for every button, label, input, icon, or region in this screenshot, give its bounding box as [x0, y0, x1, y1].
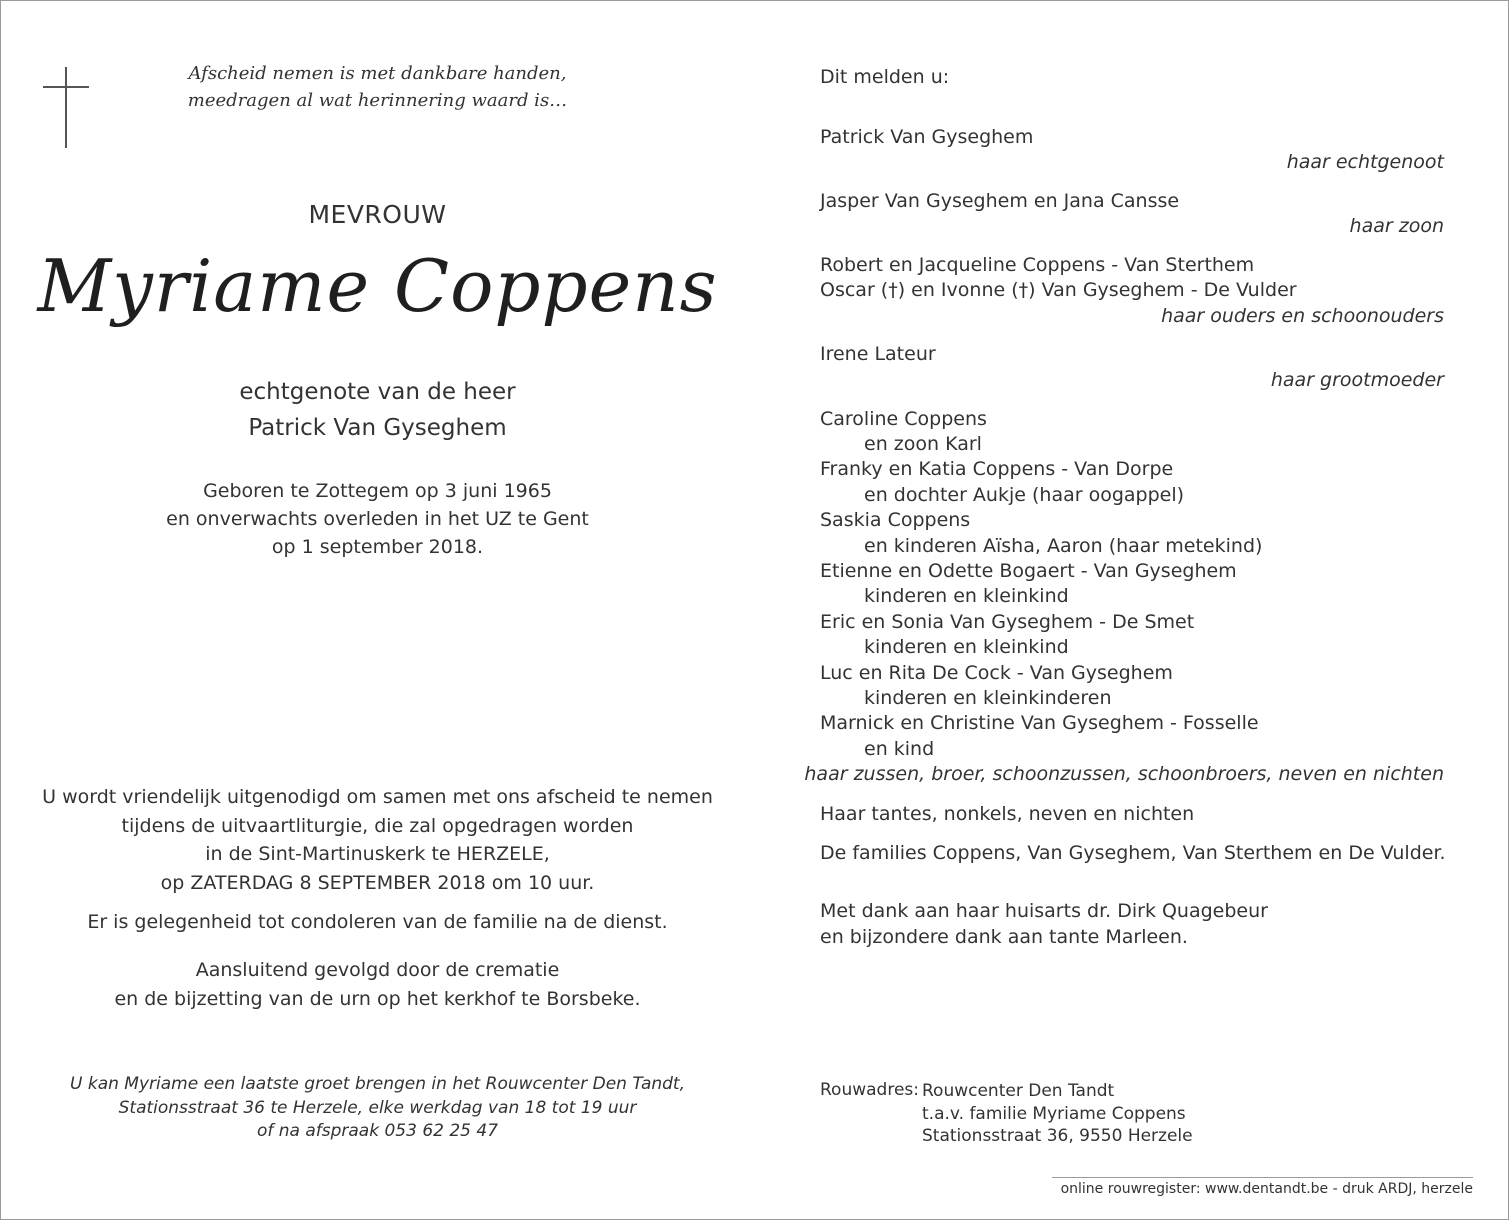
- family-member: Haar tantes, nonkels, neven en nichten: [820, 803, 1195, 825]
- relation-label: haar zoon: [1349, 215, 1444, 237]
- spouse-line: Patrick Van Gyseghem: [248, 415, 507, 441]
- address-line: Stationsstraat 36, 9550 Herzele: [922, 1126, 1193, 1146]
- service-line: in de Sint-Martinuskerk te HERZELE,: [205, 843, 550, 865]
- cremation-block: [0, 956, 755, 1013]
- family-member: Etienne en Odette Bogaert - Van Gyseghem: [820, 560, 1237, 582]
- relation-label: haar grootmoeder: [1270, 369, 1444, 391]
- deceased-name: Myriame Coppens: [37, 244, 718, 328]
- footer-credit: online rouwregister: www.dentandt.be - druk ARDJ, herzele: [1060, 1181, 1473, 1197]
- cremation-line: en de bijzetting van de urn op het kerkhof te Borsbeke.: [114, 987, 641, 1010]
- family-member-sub: kinderen en kleinkinderen: [864, 687, 1112, 709]
- opening-quote: [0, 60, 755, 114]
- birth-line: op 1 september 2018.: [271, 536, 484, 558]
- address-label: Rouwadres:: [820, 1080, 919, 1100]
- service-line: tijdens de uitvaartliturgie, die zal opgedragen worden: [121, 814, 634, 837]
- family-member: Oscar (†) en Ivonne (†) Van Gyseghem - De Vulder: [820, 279, 1297, 301]
- thanks-line: en bijzondere dank aan tante Marleen.: [820, 926, 1188, 948]
- quote-line: Afscheid nemen is met dankbare handen,: [188, 63, 567, 84]
- service-line: op ZATERDAG 8 SEPTEMBER 2018 om 10 uur.: [160, 871, 595, 894]
- thanks-line: Met dank aan haar huisarts dr. Dirk Quagebeur: [820, 900, 1268, 922]
- family-member-sub: en kind: [864, 738, 935, 760]
- family-member: Irene Lateur: [820, 343, 936, 365]
- family-member: Eric en Sonia Van Gyseghem - De Smet: [820, 611, 1195, 633]
- visitation-block: [0, 1073, 755, 1144]
- family-member: Franky en Katia Coppens - Van Dorpe: [820, 458, 1174, 480]
- address-line: Rouwcenter Den Tandt: [922, 1081, 1115, 1101]
- family-member-sub: kinderen en kleinkind: [864, 585, 1069, 607]
- family-member-sub: en zoon Karl: [864, 433, 982, 455]
- family-member: Marnick en Christine Van Gyseghem - Fosselle: [820, 712, 1259, 734]
- spouse-block: [0, 374, 755, 446]
- birth-line: en onverwachts overleden in het UZ te Gent: [166, 508, 589, 530]
- family-member: Jasper Van Gyseghem en Jana Cansse: [820, 190, 1180, 212]
- family-member: Saskia Coppens: [820, 509, 971, 531]
- relation-label: haar echtgenoot: [1286, 151, 1444, 173]
- family-member: Luc en Rita De Cock - Van Gyseghem: [820, 662, 1173, 684]
- spouse-line: echtgenote van de heer: [239, 379, 516, 405]
- birth-line: Geboren te Zottegem op 3 juni 1965: [203, 480, 552, 502]
- condolence-note: Er is gelegenheid tot condoleren van de familie na de dienst.: [87, 911, 668, 933]
- visit-line: U kan Myriame een laatste groet brengen in het Rouwcenter Den Tandt,: [70, 1074, 685, 1094]
- relation-label: haar ouders en schoonouders: [1161, 305, 1444, 327]
- address-line: t.a.v. familie Myriame Coppens: [922, 1103, 1186, 1124]
- family-member: Robert en Jacqueline Coppens - Van Sterthem: [820, 254, 1255, 276]
- honorific-title: MEVROUW: [308, 200, 447, 229]
- family-member: Caroline Coppens: [820, 408, 987, 430]
- mourning-address: [922, 1080, 1193, 1148]
- funeral-service-block: [0, 783, 755, 897]
- relation-label: haar zussen, broer, schoonzussen, schoonbroers, neven en nichten: [804, 763, 1444, 785]
- family-member: De families Coppens, Van Gyseghem, Van Sterthem en De Vulder.: [820, 842, 1446, 864]
- visit-line: Stationsstraat 36 te Herzele, elke werkdag van 18 tot 19 uur: [118, 1097, 637, 1118]
- service-line: U wordt vriendelijk uitgenodigd om samen met ons afscheid te nemen: [42, 786, 713, 808]
- quote-line: meedragen al wat herinnering waard is…: [187, 90, 568, 111]
- family-member: Patrick Van Gyseghem: [820, 126, 1034, 148]
- cremation-line: Aansluitend gevolgd door de crematie: [195, 959, 560, 981]
- family-member-sub: kinderen en kleinkind: [864, 636, 1069, 658]
- intro-line: Dit melden u:: [820, 66, 950, 88]
- birth-death-block: [0, 477, 755, 561]
- visit-line: of na afspraak 053 62 25 47: [256, 1121, 499, 1141]
- family-member-sub: en kinderen Aïsha, Aaron (haar metekind): [864, 535, 1263, 557]
- footer-divider: [1052, 1177, 1473, 1178]
- family-member-sub: en dochter Aukje (haar oogappel): [864, 484, 1185, 506]
